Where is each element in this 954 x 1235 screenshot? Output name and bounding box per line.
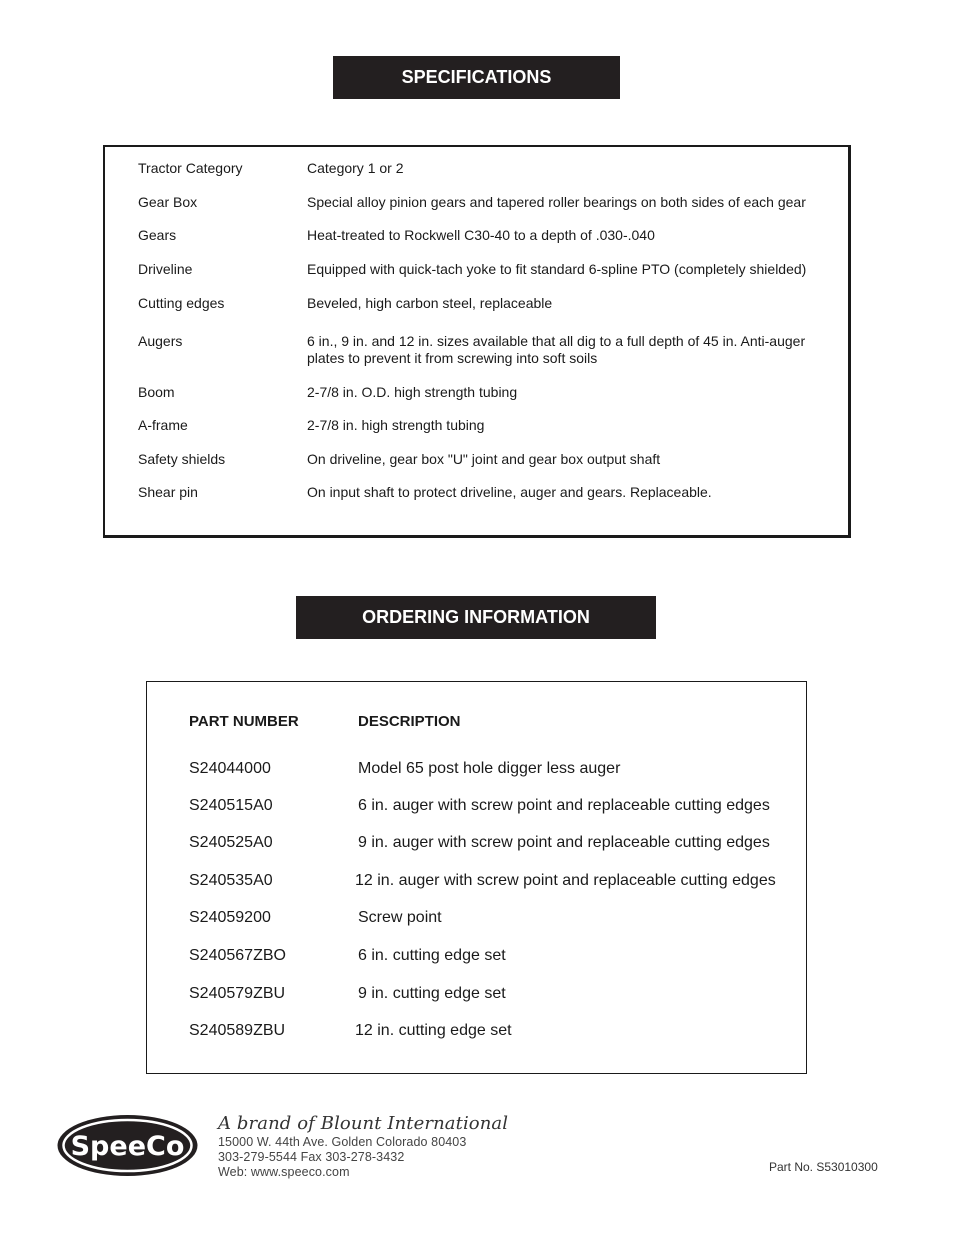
spec-label: A-frame xyxy=(138,417,188,433)
part-number-footer: Part No. S53010300 xyxy=(769,1160,878,1174)
spec-label: Tractor Category xyxy=(138,160,243,176)
spec-value: On driveline, gear box "U" joint and gear box output shaft xyxy=(307,451,661,467)
brand-web: Web: www.speeco.com xyxy=(218,1165,350,1179)
part-description: 12 in. auger with screw point and replaceable cutting edges xyxy=(355,872,776,889)
part-number: S240567ZBO xyxy=(189,947,286,964)
spec-label: Gear Box xyxy=(138,194,198,210)
spec-value: On input shaft to protect driveline, auger and gears. Replaceable. xyxy=(307,484,712,500)
spec-label: Gears xyxy=(138,227,177,243)
part-number-header: PART NUMBER xyxy=(189,713,299,730)
specifications-heading: SPECIFICATIONS xyxy=(333,56,620,99)
spec-label: Safety shields xyxy=(138,451,226,467)
part-number: S240515A0 xyxy=(189,797,273,814)
part-number: S24044000 xyxy=(189,760,271,777)
part-description: Screw point xyxy=(358,909,442,926)
spec-value: Special alloy pinion gears and tapered roller bearings on both sides of each gear xyxy=(307,194,806,210)
part-description: Model 65 post hole digger less auger xyxy=(358,760,621,777)
part-number: S240579ZBU xyxy=(189,985,286,1002)
part-description: 6 in. auger with screw point and replaceable cutting edges xyxy=(358,797,770,814)
spec-value: 2-7/8 in. O.D. high strength tubing xyxy=(307,384,518,400)
spec-value: 6 in., 9 in. and 12 in. sizes available that all dig to a full depth of 45 in. Anti-auger plates to prevent it from screwing into soft soils xyxy=(307,333,806,366)
spec-label: Shear pin xyxy=(138,484,198,500)
part-number: S24059200 xyxy=(189,909,271,926)
brand-phone: 303-279-5544 Fax 303-278-3432 xyxy=(218,1150,405,1164)
spec-label: Cutting edges xyxy=(138,295,225,311)
spec-value: 2-7/8 in. high strength tubing xyxy=(307,417,485,433)
spec-value: Beveled, high carbon steel, replaceable xyxy=(307,295,553,311)
part-description: 12 in. cutting edge set xyxy=(355,1022,512,1039)
part-description: 9 in. cutting edge set xyxy=(358,985,506,1002)
speeco-logo xyxy=(55,1113,200,1178)
part-number: S240525A0 xyxy=(189,834,273,851)
part-description: 6 in. cutting edge set xyxy=(358,947,506,964)
spec-value: Category 1 or 2 xyxy=(307,160,404,176)
logo-text: SpeeCo xyxy=(70,1131,185,1162)
brand-title: A brand of Blount International xyxy=(218,1113,509,1134)
spec-label: Driveline xyxy=(138,261,193,277)
spec-label: Augers xyxy=(138,333,183,349)
spec-value: Equipped with quick-tach yoke to fit standard 6-spline PTO (completely shielded) xyxy=(307,261,807,277)
ordering-heading: ORDERING INFORMATION xyxy=(296,596,656,639)
part-number: S240535A0 xyxy=(189,872,273,889)
description-header: DESCRIPTION xyxy=(358,713,461,730)
spec-label: Boom xyxy=(138,384,175,400)
brand-address: 15000 W. 44th Ave. Golden Colorado 80403 xyxy=(218,1135,467,1149)
part-number: S240589ZBU xyxy=(189,1022,286,1039)
spec-value: Heat-treated to Rockwell C30-40 to a depth of .030-.040 xyxy=(307,227,655,243)
part-description: 9 in. auger with screw point and replaceable cutting edges xyxy=(358,834,770,851)
